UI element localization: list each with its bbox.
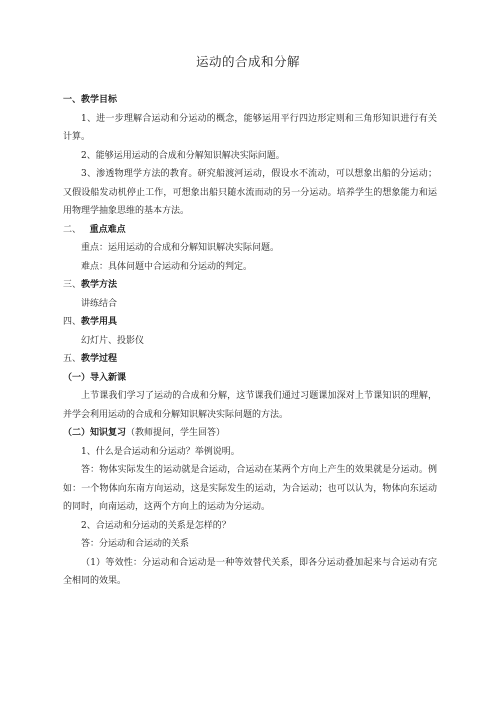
- objective-1: 1、进一步理解合运动和分运动的概念，能够运用平行四边形定则和三角形知识进行有关计算。: [63, 113, 437, 142]
- document-body: [63, 91, 437, 591]
- section-number: 三、: [63, 280, 82, 290]
- section-heading-tools: [63, 313, 437, 332]
- page-title: 运动的合成和分解: [195, 54, 300, 69]
- objective-2: 2、能够运用运动的合成和分解知识解决实际问题。: [81, 150, 285, 161]
- section-number: 四、: [63, 317, 82, 327]
- question-1: 1、什么是合运动和分运动？举例说明。: [81, 446, 240, 457]
- teaching-method: 讲练结合: [81, 298, 118, 309]
- section-number: 二、: [63, 224, 82, 235]
- section-heading-key-points: [63, 221, 437, 240]
- subsection-intro: （一）导入新课: [63, 372, 127, 383]
- objective-3: 3、渗透物理学方法的教育。研究船渡河运动，假设水不流动，可以想象出船的分运动；又假设船发动机停止工作，可想象出船只随水流而动的另一分运动。培养学生的想象能力和运用物理学抽象思维的基本方法。: [63, 169, 437, 216]
- teaching-tools: 幻灯片、投影仪: [81, 335, 145, 346]
- intro-paragraph: 上节课我们学习了运动的合成和分解，这节课我们通过习题课加深对上节课知识的理解，并学会利用运动的合成和分解知识解决实际问题的方法。: [63, 391, 437, 420]
- difficult-point: 难点：具体问题中合运动和分运动的判定。: [81, 261, 253, 272]
- subsection-note: （教师提问，学生回答）: [126, 428, 226, 438]
- subsection-title: （二）知识复习: [63, 428, 127, 438]
- section-title: 教学方法: [81, 280, 118, 290]
- key-point: 重点：运用运动的合成和分解知识解决实际问题。: [81, 243, 280, 253]
- section-title: 教学用具: [81, 317, 118, 327]
- answer-2: 答：分运动和合运动的关系: [81, 539, 190, 549]
- section-heading-objectives: 一、教学目标: [63, 95, 118, 105]
- section-heading-process: [63, 350, 437, 369]
- section-heading-method: [63, 276, 437, 295]
- answer-1: 答：物体实际发生的运动就是合运动，合运动在某两个方向上产生的效果就是分运动。例如：一个物体向东南方向运动，这是实际发生的运动，为合运动；也可以认为，物体向东运动的同时，向南运动，这两个方向上的运动为分运动。: [63, 465, 437, 512]
- section-number: 五、: [63, 354, 82, 364]
- subsection-review: [63, 424, 437, 443]
- answer-2-point-1: （1）等效性：分运动和合运动是一种等效替代关系，即各分运动叠加起来与合运动有完全相同的效果。: [63, 557, 437, 586]
- question-2: 2、合运动和分运动的关系是怎样的？: [81, 520, 231, 531]
- section-title: 重点难点: [89, 224, 126, 235]
- section-title: 教学过程: [81, 354, 118, 364]
